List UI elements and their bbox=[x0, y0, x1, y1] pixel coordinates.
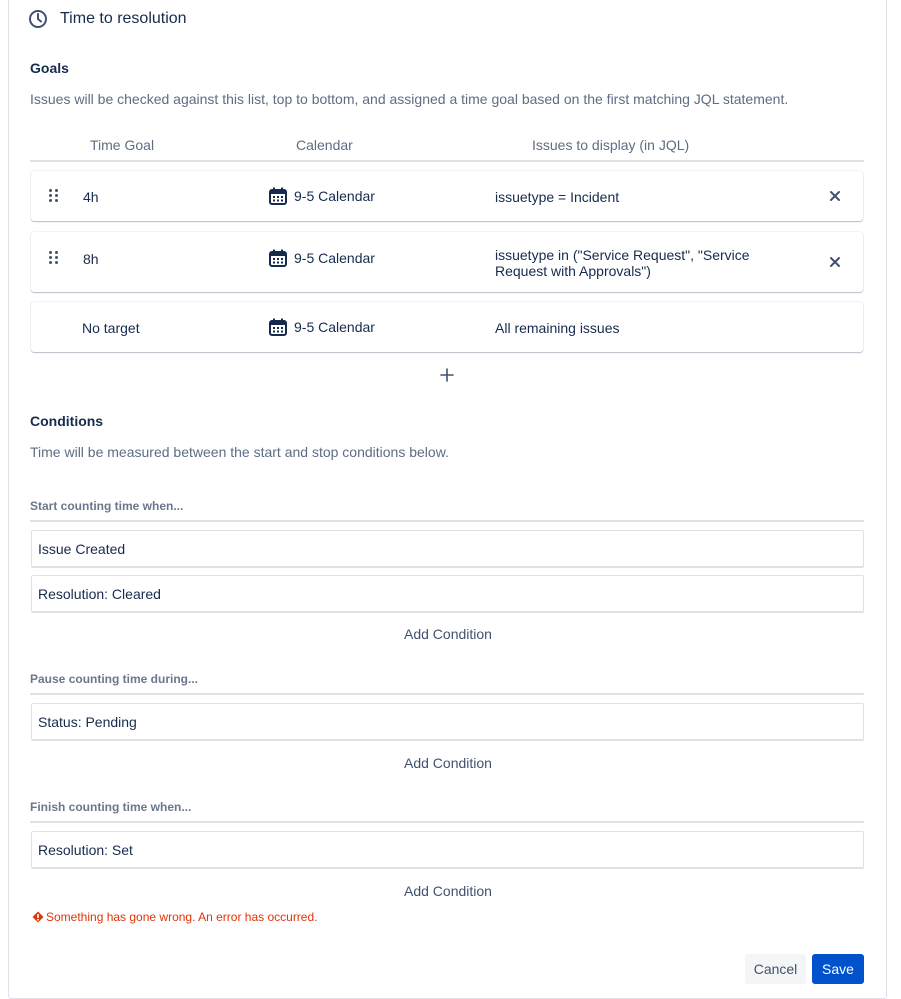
start-divider bbox=[30, 520, 864, 522]
finish-divider bbox=[30, 821, 864, 823]
panel-header bbox=[28, 8, 187, 30]
pause-divider bbox=[30, 693, 864, 695]
add-goal-plus-icon[interactable] bbox=[439, 367, 455, 383]
calendar-icon bbox=[269, 187, 287, 205]
goal-calendar-label: 9-5 Calendar bbox=[294, 319, 375, 335]
start-condition-item[interactable]: Resolution: Cleared bbox=[31, 575, 864, 613]
goal-jql[interactable]: All remaining issues bbox=[495, 320, 620, 336]
remove-goal-icon[interactable] bbox=[828, 255, 842, 269]
error-text: Something has gone wrong. An error has occurred. bbox=[46, 910, 318, 924]
start-condition-item[interactable]: Issue Created bbox=[31, 530, 864, 568]
drag-handle-icon[interactable] bbox=[49, 251, 59, 265]
goal-time[interactable]: 4h bbox=[83, 189, 99, 205]
goal-jql[interactable]: issuetype in ("Service Request", "Service Request with Approvals") bbox=[495, 247, 750, 279]
goal-time[interactable]: 8h bbox=[83, 251, 99, 267]
calendar-icon bbox=[269, 318, 287, 336]
goal-calendar-label: 9-5 Calendar bbox=[294, 188, 375, 204]
add-pause-condition-button[interactable]: Add Condition bbox=[404, 755, 492, 771]
goal-calendar[interactable] bbox=[269, 187, 375, 205]
start-condition-label: Start counting time when... bbox=[30, 499, 184, 513]
remove-goal-icon[interactable] bbox=[828, 189, 842, 203]
goal-calendar-label: 9-5 Calendar bbox=[294, 250, 375, 266]
calendar-icon bbox=[269, 249, 287, 267]
error-icon bbox=[32, 911, 44, 923]
goal-time[interactable]: No target bbox=[82, 320, 140, 336]
goals-heading: Goals bbox=[30, 60, 69, 76]
goal-row[interactable] bbox=[31, 232, 863, 292]
goal-jql[interactable]: issuetype = Incident bbox=[495, 189, 620, 205]
finish-condition-label: Finish counting time when... bbox=[30, 800, 192, 814]
goal-row[interactable] bbox=[31, 302, 863, 352]
conditions-description: Time will be measured between the start and stop conditions below. bbox=[30, 444, 449, 460]
goals-header-divider bbox=[30, 160, 864, 162]
column-header-time-goal: Time Goal bbox=[90, 137, 155, 153]
goal-calendar[interactable] bbox=[269, 318, 375, 336]
pause-condition-label: Pause counting time during... bbox=[30, 672, 199, 686]
clock-icon bbox=[28, 9, 48, 29]
column-header-calendar: Calendar bbox=[296, 137, 353, 153]
save-button[interactable]: Save bbox=[812, 954, 864, 984]
drag-handle-icon[interactable] bbox=[49, 189, 59, 203]
goal-calendar[interactable] bbox=[269, 249, 375, 267]
add-finish-condition-button[interactable]: Add Condition bbox=[404, 883, 492, 899]
panel-title: Time to resolution bbox=[60, 10, 187, 27]
add-start-condition-button[interactable]: Add Condition bbox=[404, 626, 492, 642]
finish-condition-item[interactable]: Resolution: Set bbox=[31, 831, 864, 869]
pause-condition-item[interactable]: Status: Pending bbox=[31, 703, 864, 741]
conditions-heading: Conditions bbox=[30, 413, 104, 429]
goal-row[interactable] bbox=[31, 171, 863, 221]
error-message bbox=[32, 910, 318, 924]
goals-description: Issues will be checked against this list, top to bottom, and assigned a time goal based on the first matching JQL statement. bbox=[30, 91, 789, 107]
column-header-jql: Issues to display (in JQL) bbox=[532, 137, 690, 153]
cancel-button[interactable]: Cancel bbox=[745, 954, 806, 984]
